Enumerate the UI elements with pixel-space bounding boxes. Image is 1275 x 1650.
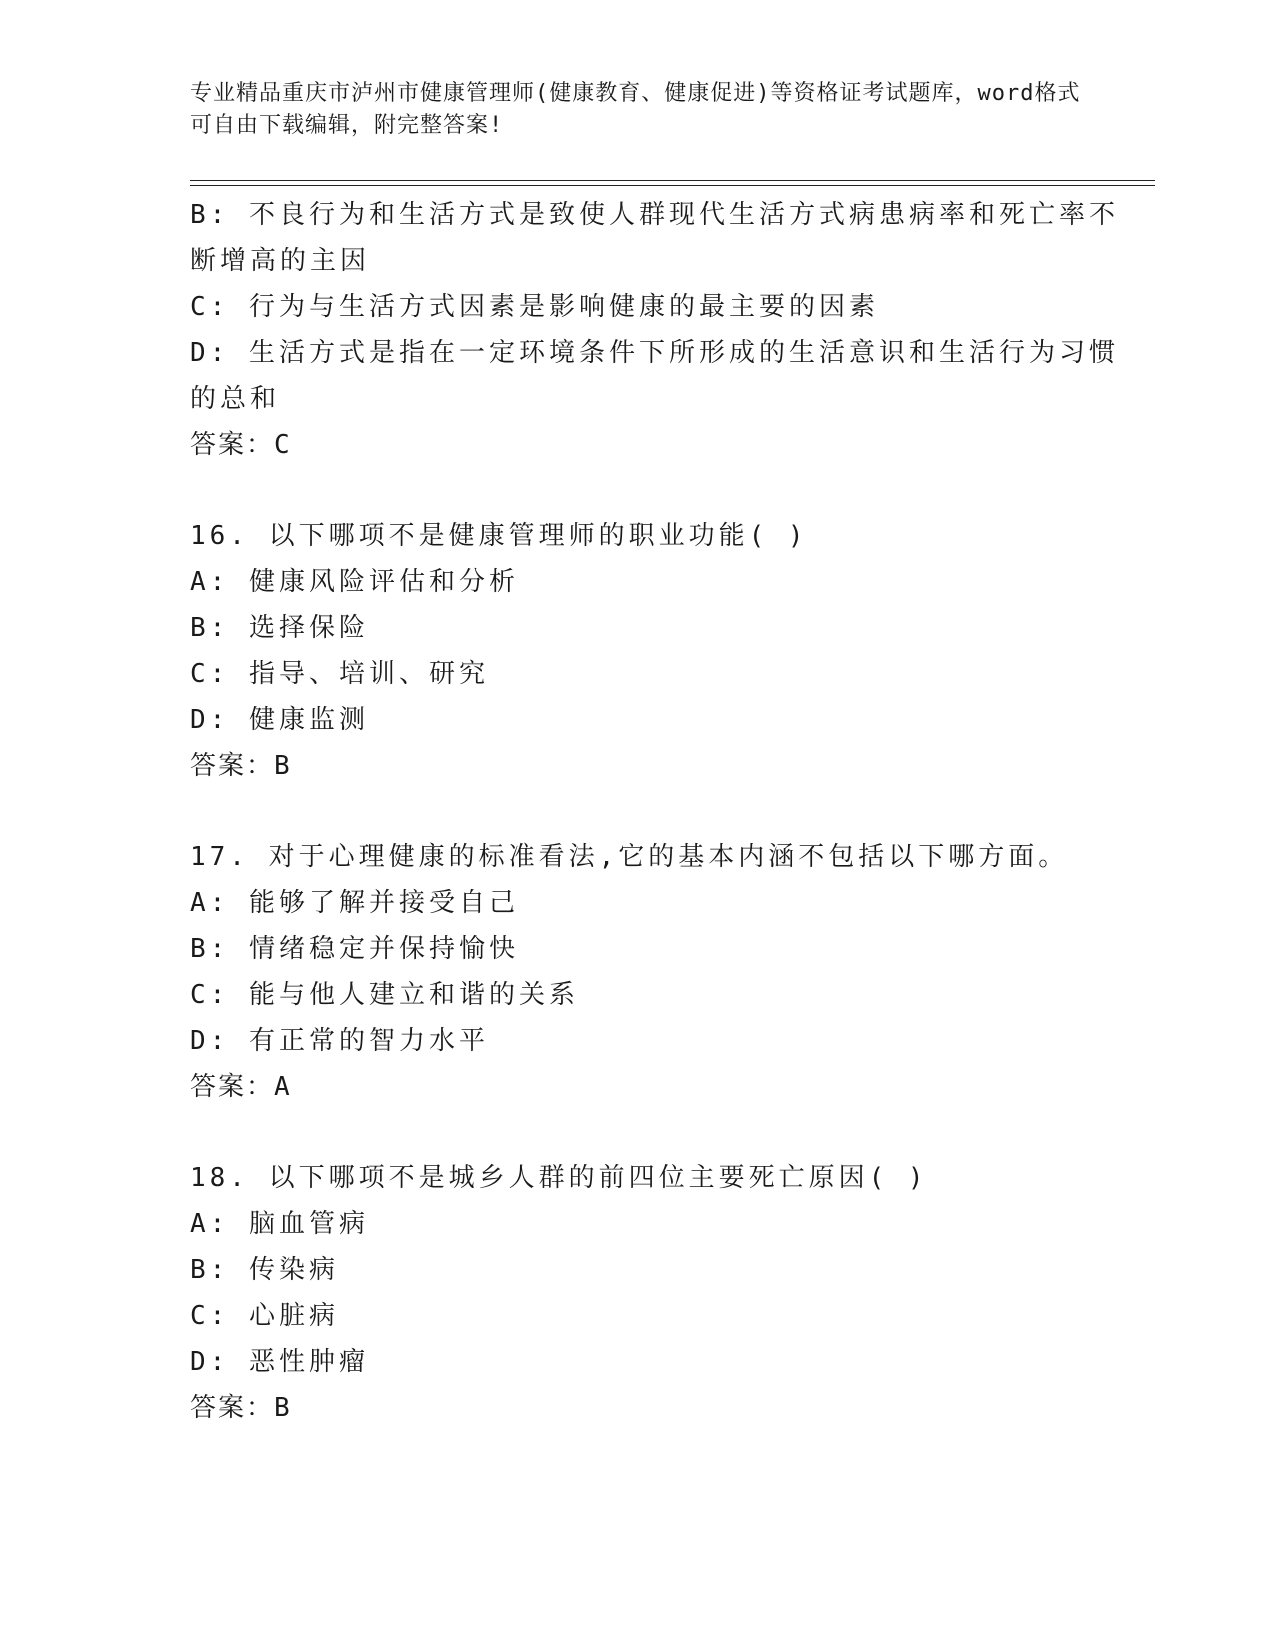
option-b: B: 不良行为和生活方式是致使人群现代生活方式病患病率和死亡率不 [190,200,1119,230]
header-divider-bottom [190,185,1155,186]
question-stem: 17. 对于心理健康的标准看法,它的基本内涵不包括以下哪方面。 [190,842,1069,872]
answer-value: B [274,751,292,781]
answer-label: 答案： [190,751,275,781]
answer-line [190,422,1090,468]
option-d: D: 健康监测 [190,705,369,735]
option-c: C: 指导、培训、研究 [190,659,489,689]
answer-line [190,1385,1090,1431]
option-b-continued: 断增高的主因 [190,246,371,276]
option-c: C: 能与他人建立和谐的关系 [190,980,579,1010]
answer-value: C [274,430,292,460]
option-a: A: 脑血管病 [190,1209,369,1239]
answer-line [190,743,1090,789]
option-a: A: 能够了解并接受自己 [190,888,519,918]
option-d-continued: 的总和 [190,384,281,414]
prev-question-block [190,192,1119,468]
question-stem: 16. 以下哪项不是健康管理师的职业功能( ) [190,521,808,551]
option-b: B: 情绪稳定并保持愉快 [190,934,519,964]
option-c: C: 心脏病 [190,1301,339,1331]
answer-value: B [274,1393,292,1423]
header-divider-top [190,180,1155,181]
option-d: D: 有正常的智力水平 [190,1026,489,1056]
option-d: D: 生活方式是指在一定环境条件下所形成的生活意识和生活行为习惯 [190,338,1119,368]
answer-value: A [274,1072,292,1102]
answer-label: 答案： [190,430,275,460]
question-18-block [190,1155,1090,1431]
question-content [190,192,1119,1431]
document-header: 专业精品重庆市泸州市健康管理师(健康教育、健康促进)等资格证考试题库，word格式可自由下载编辑，附完整答案! [190,81,1081,138]
option-b: B: 选择保险 [190,613,369,643]
option-c: C: 行为与生活方式因素是影响健康的最主要的因素 [190,292,879,322]
question-17-block [190,834,1090,1110]
option-d: D: 恶性肿瘤 [190,1347,369,1377]
answer-line [190,1064,1090,1110]
answer-label: 答案： [190,1393,275,1423]
option-b: B: 传染病 [190,1255,339,1285]
question-stem: 18. 以下哪项不是城乡人群的前四位主要死亡原因( ) [190,1163,928,1193]
question-16-block [190,513,1090,789]
option-a: A: 健康风险评估和分析 [190,567,519,597]
answer-label: 答案： [190,1072,275,1102]
